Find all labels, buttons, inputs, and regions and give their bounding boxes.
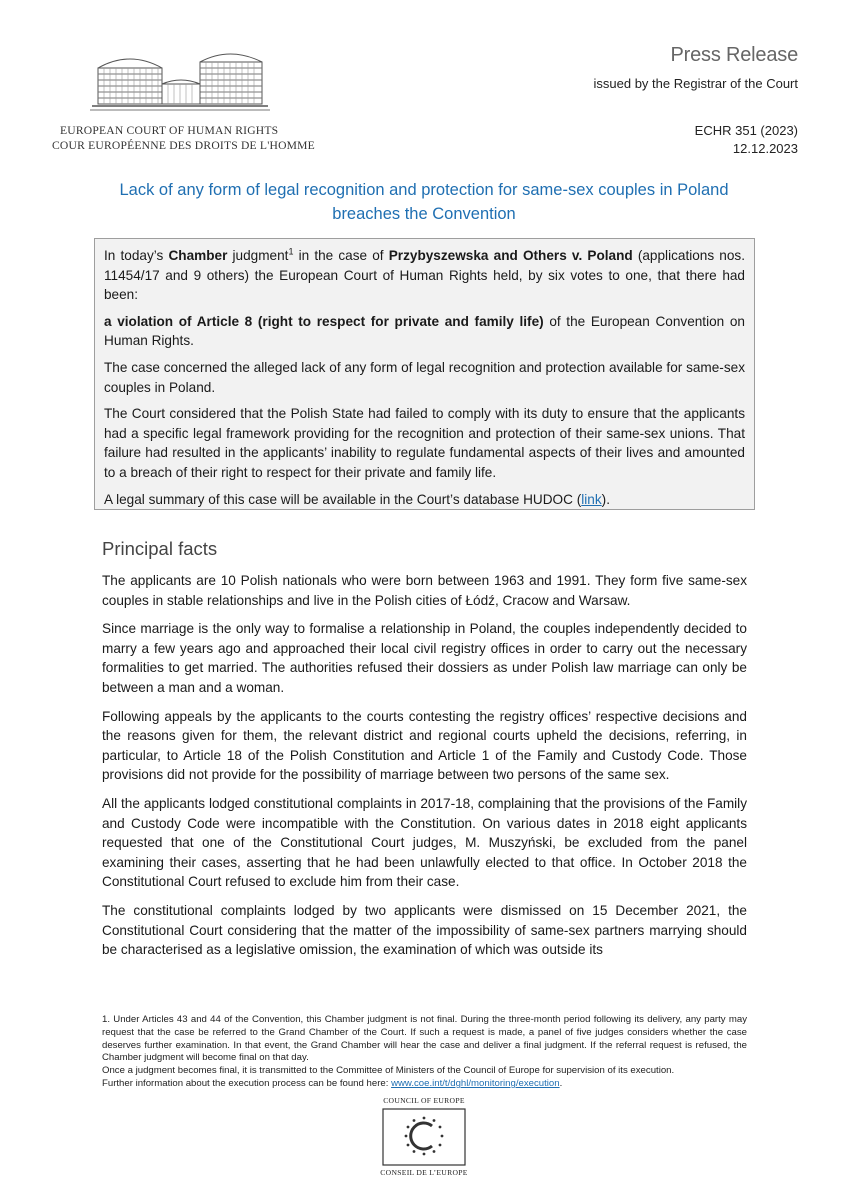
footnote-text: 1. Under Articles 43 and 44 of the Convention, this Chamber judgment is not final. During the three-month period following its delivery, any party may request that the case be referred to the Grand Chamber of the Court. If such a request is made, a panel of five judges considers whether the case deserves further examination. In that event, the Grand Chamber will hear the case and deliver a final judgment. If the referral request is refused, the Chamber judgment will become final on that day. [102,1014,747,1064]
body-paragraph: All the applicants lodged constitutional complaints in 2017-18, complaining that the provisions of the Family and Custody Code were incompatible with the Constitution. On various dates in 2018 eight applicants requested that one of the Constitutional Court judges, M. Muszyński, be excluded from the panel examining their cases, asserting that he had been unlawfully elected to that office. In October 2018 the Constitutional Court refused to exclude him from their case. [102,795,747,890]
release-reference [695,122,798,158]
press-release-header [594,44,799,91]
footnote-text: Once a judgment becomes final, it is transmitted to the Committee of Ministers of the Council of Europe for supervision of its execution. [102,1065,675,1077]
summary-paragraph: A legal summary of this case will be available in the Court’s database HUDOC (link). [104,491,610,507]
body-paragraph: Following appeals by the applicants to the courts contesting the registry offices’ respective decisions and the reasons given for them, the relevant district and regional courts upheld the decisions, referring, in particular, to Article 18 of the Polish Constitution and Article 1 of the Family and Custody Code. Those provisions did not provide for the possibility of marriage between two persons of the same sex. [102,708,747,783]
council-name-en: COUNCIL OF EUROPE [383,1096,465,1105]
council-emblem-icon [382,1108,466,1166]
footnote-text: Further information about the execution process can be found here: www.coe.int/t/dghl/monitoring/execution. [102,1077,563,1089]
court-name-en: EUROPEAN COURT OF HUMAN RIGHTS [60,124,279,137]
body-paragraph: The applicants are 10 Polish nationals who were born between 1963 and 1991. They form five same-sex couples in stable relationships and live in the Polish cities of Łódź, Cracow and Warsaw. [102,573,747,608]
summary-paragraph: The case concerned the alleged lack of any form of legal recognition and protection available for same-sex couples in Poland. [104,359,745,395]
press-release-subtitle: issued by the Registrar of the Court [593,76,798,91]
council-name-fr: CONSEIL DE L’EUROPE [380,1168,468,1177]
summary-box [94,238,755,510]
principal-facts-body [102,571,747,969]
body-paragraph: The constitutional complaints lodged by two applicants were dismissed on 15 December 2021, the Constitutional Court considering that the matter of the impossibility of same-sex partners marrying should be characterised as a legislative omission, the examination of which was outside its [102,902,747,958]
court-name-fr: COUR EUROPÉENNE DES DROITS DE L'HOMME [52,139,315,152]
council-of-europe-logo [0,1096,848,1177]
section-heading: Principal facts [102,538,218,559]
execution-link[interactable]: www.coe.int/t/dghl/monitoring/execution [391,1077,560,1089]
press-release-title: Press Release [670,44,798,66]
footnote-marker: 1 [288,246,294,257]
release-date: 12.12.2023 [732,141,798,156]
violation-finding: a violation of Article 8 (right to respect for private and family life) [104,313,544,329]
hudoc-link[interactable]: link [581,491,602,507]
summary-paragraph: The Court considered that the Polish State had failed to comply with its duty to ensure that the applicants had a specific legal framework providing for the recognition and protection of their same-sex unions. That failure had resulted in the applicants’ inability to regulate fundamental aspects of their lives and amounted to a breach of their right to respect for their private and family life. [104,406,745,480]
court-building-icon [90,48,270,114]
court-logo [52,48,322,152]
summary-paragraph: In today’s Chamber judgment$^1$ in the case of Przybyszewska and Others v. Poland (applications nos. 11454/17 and 9 others) the European Court of Human Rights held, by six votes to one, that there had been: [104,246,746,303]
headline: Lack of any form of legal recognition and protection for same-sex couples in Poland breaches the Convention [119,181,729,223]
reference-number: ECHR 351 (2023) [694,123,798,138]
case-name: Przybyszewska and Others v. Poland [388,248,633,263]
footnote [102,1014,747,1091]
body-paragraph: Since marriage is the only way to formalise a relationship in Poland, the couples independently decided to marry a few years ago and approached their local civil registry offices in order to carry out the necessary formalities to get married. The authorities refused their dossiers as under Polish law marriage can only be between a man and a woman. [102,621,747,695]
summary-paragraph: a violation of Article 8 (right to respect for private and family life) of the European Convention on Human Rights. [104,313,745,349]
